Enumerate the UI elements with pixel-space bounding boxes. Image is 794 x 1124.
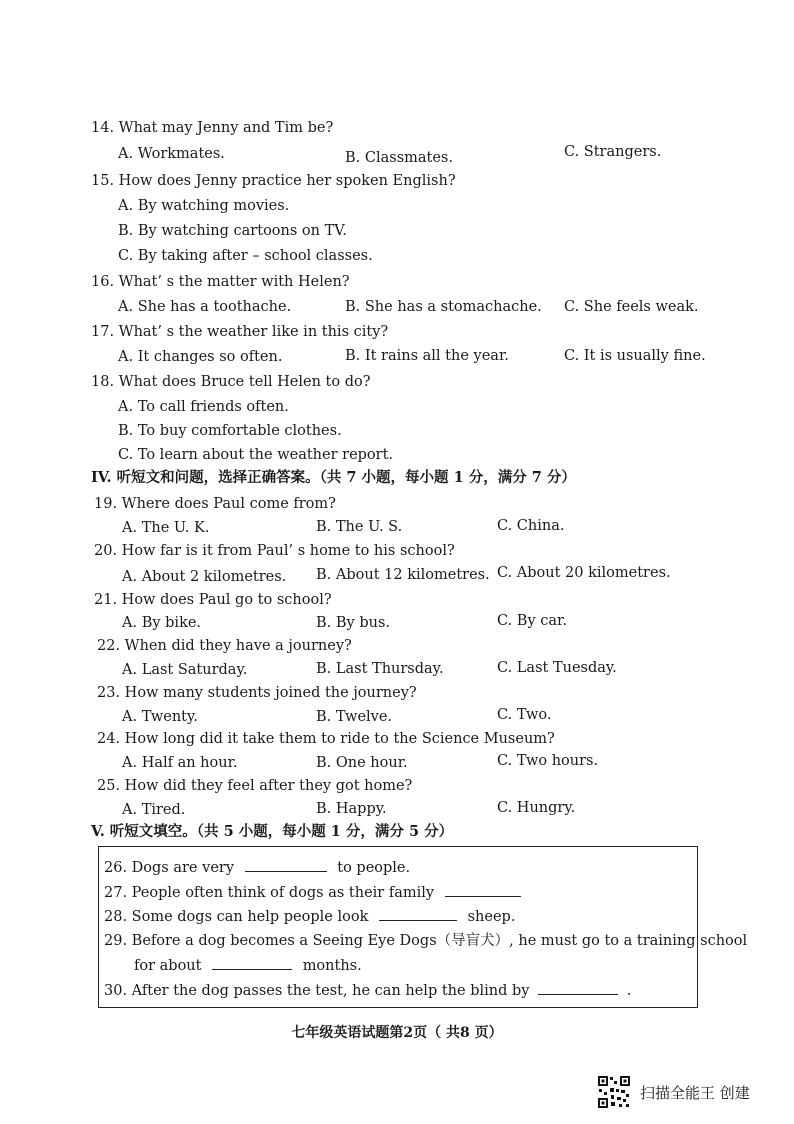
fill-29-text: for about <box>134 958 202 974</box>
option-20a: A. About 2 kilometres. <box>122 569 287 585</box>
blank-30[interactable] <box>538 982 618 995</box>
option-16c: C. She feels weak. <box>564 299 699 315</box>
page-footer: 七年级英语试题第2页（ 共8 页） <box>291 1025 503 1041</box>
fill-item-29-line2 <box>134 956 362 976</box>
option-18b: B. To buy comfortable clothes. <box>118 423 342 439</box>
option-23a: A. Twenty. <box>122 709 198 725</box>
question-25: 25. How did they feel after they got home? <box>97 778 413 794</box>
question-15: 15. How does Jenny practice her spoken English? <box>91 173 456 189</box>
blank-29[interactable] <box>212 957 292 970</box>
option-18a: A. To call friends often. <box>118 399 289 415</box>
question-20: 20. How far is it from Paul’ s home to his school? <box>94 543 455 559</box>
option-14b: B. Classmates. <box>345 150 453 166</box>
fill-item-26 <box>104 858 410 878</box>
option-16b: B. She has a stomachache. <box>345 299 542 315</box>
question-19: 19. Where does Paul come from? <box>94 496 336 512</box>
option-15c: C. By taking after – school classes. <box>118 248 373 264</box>
fill-30-text: 30. After the dog passes the test, he can help the blind by <box>104 983 530 999</box>
question-24: 24. How long did it take them to ride to the Science Museum? <box>97 731 555 747</box>
option-21a: A. By bike. <box>122 615 202 631</box>
fill-29-text-end: months. <box>302 958 362 974</box>
fill-28-text-end: sheep. <box>467 909 516 925</box>
option-15a: A. By watching movies. <box>118 198 290 214</box>
scanner-brand-label: 扫描全能王 创建 <box>640 1084 750 1102</box>
option-22b: B. Last Thursday. <box>316 661 444 677</box>
option-21c: C. By car. <box>497 613 567 629</box>
blank-26[interactable] <box>245 859 327 872</box>
option-17b: B. It rains all the year. <box>345 348 509 364</box>
option-18c: C. To learn about the weather report. <box>118 447 394 463</box>
blank-28[interactable] <box>379 908 457 921</box>
option-23b: B. Twelve. <box>316 709 393 725</box>
question-16: 16. What’ s the matter with Helen? <box>91 274 350 290</box>
option-19c: C. China. <box>497 518 565 534</box>
question-17: 17. What’ s the weather like in this city? <box>91 324 389 340</box>
option-24a: A. Half an hour. <box>122 755 238 771</box>
option-21b: B. By bus. <box>316 615 391 631</box>
fill-item-27 <box>104 883 521 903</box>
option-25a: A. Tired. <box>122 802 186 818</box>
option-22c: C. Last Tuesday. <box>497 660 617 676</box>
fill-26-text-end: to people. <box>337 860 411 876</box>
fill-item-29-line1: 29. Before a dog becomes a Seeing Eye Dogs（导盲犬）, he must go to a training school <box>104 933 748 949</box>
option-17a: A. It changes so often. <box>118 349 283 365</box>
fill-26-text: 26. Dogs are very <box>104 860 235 876</box>
qr-code-icon <box>597 1075 631 1109</box>
option-22a: A. Last Saturday. <box>122 662 248 678</box>
option-19a: A. The U. K. <box>122 520 210 536</box>
fill-item-30 <box>104 981 631 1001</box>
option-23c: C. Two. <box>497 707 552 723</box>
fill-28-text: 28. Some dogs can help people look <box>104 909 369 925</box>
option-14a: A. Workmates. <box>118 146 225 162</box>
question-18: 18. What does Bruce tell Helen to do? <box>91 374 371 390</box>
fill-27-text: 27. People often think of dogs as their family <box>104 885 435 901</box>
option-19b: B. The U. S. <box>316 519 403 535</box>
option-20c: C. About 20 kilometres. <box>497 565 671 581</box>
question-23: 23. How many students joined the journey? <box>97 685 417 701</box>
option-16a: A. She has a toothache. <box>118 299 292 315</box>
blank-27[interactable] <box>445 884 521 897</box>
question-14: 14. What may Jenny and Tim be? <box>91 120 334 136</box>
section-iv-heading: IV. 听短文和问题，选择正确答案。（共 7 小题，每小题 1 分，满分 7 分） <box>91 469 576 486</box>
option-17c: C. It is usually fine. <box>564 348 706 364</box>
fill-30-text-end: . <box>626 983 632 999</box>
question-22: 22. When did they have a journey? <box>97 638 352 654</box>
option-24b: B. One hour. <box>316 755 408 771</box>
option-15b: B. By watching cartoons on TV. <box>118 223 347 239</box>
option-20b: B. About 12 kilometres. <box>316 567 490 583</box>
question-21: 21. How does Paul go to school? <box>94 592 332 608</box>
option-25b: B. Happy. <box>316 801 387 817</box>
option-24c: C. Two hours. <box>497 753 599 769</box>
fill-item-28 <box>104 907 515 927</box>
section-v-heading: V. 听短文填空。（共 5 小题，每小题 1 分，满分 5 分） <box>91 823 454 840</box>
option-25c: C. Hungry. <box>497 800 576 816</box>
option-14c: C. Strangers. <box>564 144 662 160</box>
